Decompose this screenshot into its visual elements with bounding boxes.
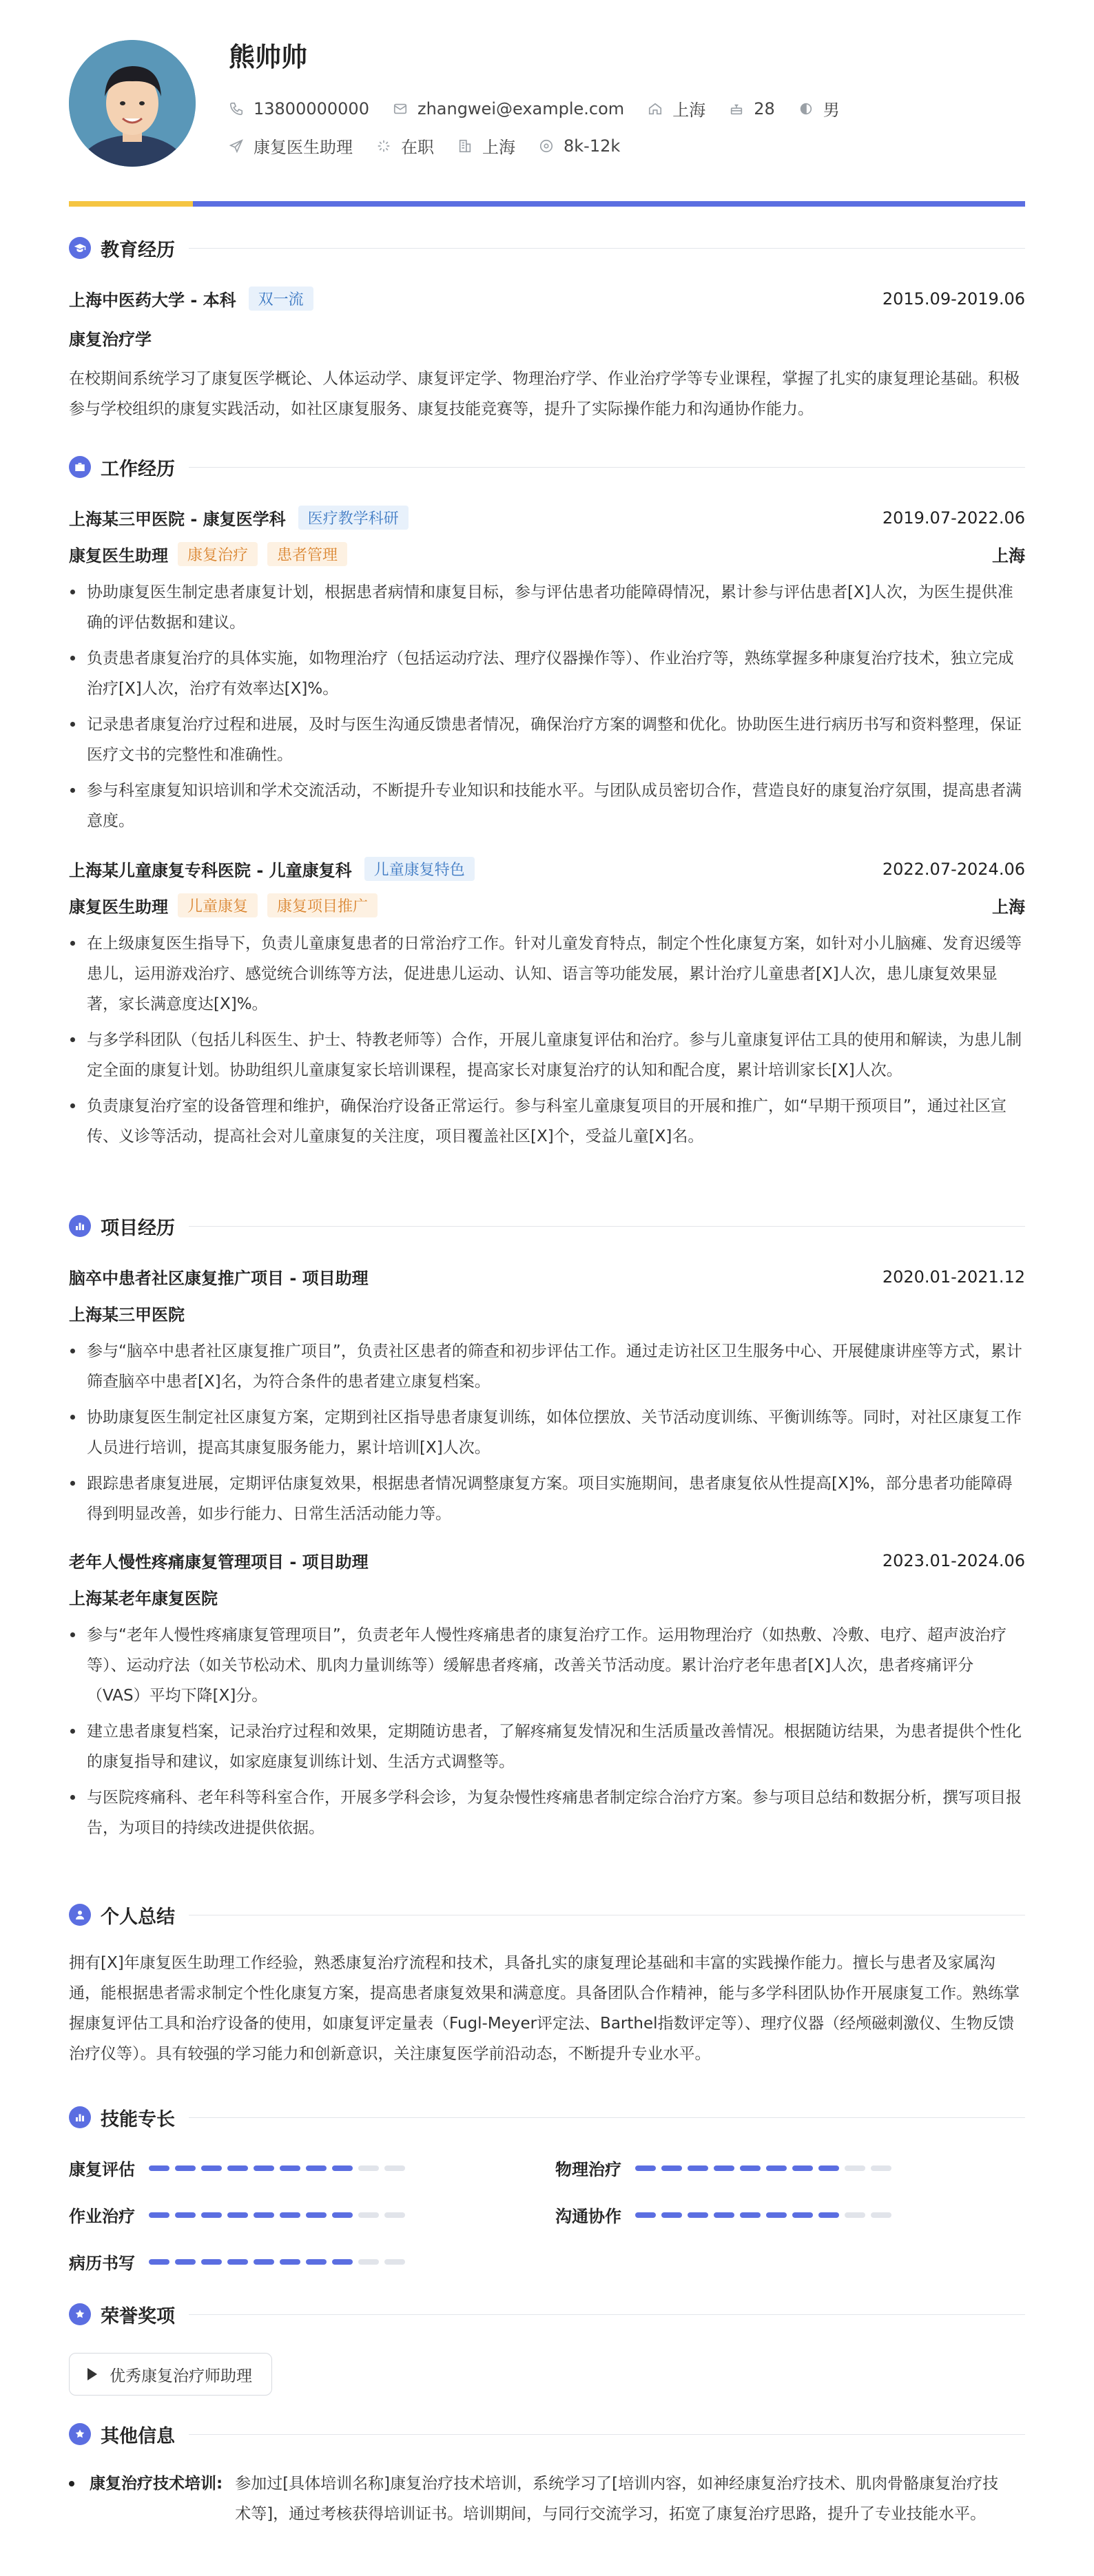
section-rule <box>189 2117 1025 2118</box>
project-name: 老年人慢性疼痛康复管理项目 - 项目助理 <box>69 1552 369 1572</box>
list-item: 与医院疼痛科、老年科等科室合作，开展多学科会诊，为复杂慢性疼痛患者制定综合治疗方案。参与项目总结和数据分析，撰写项目报告，为项目的持续改进提供依据。 <box>87 1783 1025 1843</box>
work-section <box>69 453 1025 1157</box>
status-text: 在职 <box>401 138 434 157</box>
project-date: 2023.01-2024.06 <box>882 1550 1025 1570</box>
project-org: 上海某三甲医院 <box>69 1305 185 1325</box>
skill-segment-filled <box>175 2165 196 2171</box>
award-icon <box>69 2303 91 2325</box>
bar-chart-icon <box>69 1215 91 1237</box>
skill-segment-filled <box>280 2165 300 2171</box>
spinner-icon <box>376 138 391 154</box>
target-city-text: 上海 <box>482 138 515 157</box>
bullet-dot <box>69 2469 90 2529</box>
skill-segment-filled <box>254 2212 274 2218</box>
list-item: 协助康复医生制定患者康复计划，根据患者病情和康复目标，参与评估患者功能障碍情况，累计参与评估患者[X]人次，为医生提供准确的评估数据和建议。 <box>87 577 1025 638</box>
coin-icon <box>539 138 554 154</box>
section-rule <box>189 2314 1025 2315</box>
other-info-item <box>69 2469 1025 2529</box>
skill-level-bar <box>149 2259 411 2265</box>
other-info-text: 参加过[具体培训名称]康复治疗技术培训，系统学习了[培训内容，如神经康复治疗技术、肌肉骨骼康复治疗技术等]，通过考核获得培训证书。培训期间，与同行交流学习，拓宽了康复治疗思路，提升了专业技能水平。 <box>235 2475 999 2523</box>
other-info-label: 康复治疗技术培训: <box>90 2475 223 2493</box>
home-icon <box>648 101 663 116</box>
mail-icon <box>393 101 408 116</box>
project-entry-header <box>69 1548 1025 1572</box>
list-item: 建立患者康复档案，记录治疗过程和效果，定期随访患者，了解疼痛复发情况和生活质量改善情况。根据随访结果，为患者提供个性化的康复指导和建议，如家庭康复训练计划、生活方式调整等。 <box>87 1716 1025 1777</box>
work-entry <box>69 857 1025 1152</box>
major-row <box>69 326 1025 350</box>
honors-header <box>69 2300 1025 2328</box>
work-header <box>69 453 1025 481</box>
gender-item <box>798 96 840 121</box>
avatar <box>69 40 196 167</box>
skill-segment-filled <box>175 2259 196 2265</box>
target-city-item <box>457 134 515 158</box>
projects-title: 项目经历 <box>101 1217 175 1239</box>
list-item: 在上级康复医生指导下，负责儿童康复患者的日常治疗工作。针对儿童发育特点，制定个性化康复方案，如针对小儿脑瘫、发育迟缓等患儿，运用游戏治疗、感觉统合训练等方法，促进患儿运动、认知、语言等功能发展，累计治疗儿童患者[X]人次，患儿康复效果显著，家长满意度达[X]%。 <box>87 928 1025 1019</box>
education-header <box>69 234 1025 262</box>
skill-segment-filled <box>227 2212 248 2218</box>
work-role: 康复医生助理 <box>69 546 168 565</box>
skill-segment-filled <box>227 2165 248 2171</box>
section-rule <box>189 467 1025 468</box>
info-icon <box>69 2423 91 2445</box>
work-bullets <box>69 928 1025 1152</box>
skill-level-bar <box>149 2212 411 2218</box>
school-name-row <box>69 287 313 311</box>
skill-segment-filled <box>766 2165 787 2171</box>
skill-segment-filled <box>661 2165 682 2171</box>
gender-text: 男 <box>823 101 840 120</box>
education-description: 在校期间系统学习了康复医学概论、人体运动学、康复评定学、物理治疗学、作业治疗学等专业课程，掌握了扎实的康复理论基础。积极参与学校组织的康复实践活动，如社区康复服务、康复技能竞赛等，提升了实际操作能力和沟通协作能力。 <box>69 370 1020 418</box>
email-item <box>393 99 624 118</box>
section-rule <box>189 2434 1025 2435</box>
cake-icon <box>729 101 744 116</box>
send-icon <box>229 138 244 154</box>
project-entry <box>69 1265 1025 1529</box>
projects-header <box>69 1212 1025 1240</box>
phone-icon <box>229 101 244 116</box>
skill-segment-empty <box>358 2259 379 2265</box>
section-rule <box>189 1226 1025 1227</box>
skill-segment-filled <box>332 2212 353 2218</box>
play-icon <box>87 2368 97 2380</box>
project-name: 脑卒中患者社区康复推广项目 - 项目助理 <box>69 1269 369 1288</box>
project-org: 上海某老年康复医院 <box>69 1589 218 1608</box>
project-org-row <box>69 1585 1025 1609</box>
work-org-tag: 儿童康复特色 <box>364 857 475 881</box>
skill-segment-filled <box>714 2165 734 2171</box>
skill-segment-filled <box>201 2259 222 2265</box>
school-tag: 双一流 <box>249 287 313 311</box>
work-entry-header <box>69 857 1025 881</box>
target-job-text: 康复医生助理 <box>254 138 353 157</box>
age-item <box>729 99 775 118</box>
phone-item <box>229 99 369 118</box>
work-org: 上海某儿童康复专科医院 - 儿童康复科 <box>69 861 352 880</box>
header-divider <box>69 201 1025 207</box>
skill-segment-empty <box>358 2212 379 2218</box>
work-entry-header <box>69 506 1025 530</box>
skill-segment-filled <box>332 2165 353 2171</box>
email-text: zhangwei@example.com <box>417 98 625 118</box>
list-item: 参与“脑卒中患者社区康复推广项目”，负责社区患者的筛查和初步评估工作。通过走访社区卫生服务中心、开展健康讲座等方式，累计筛查脑卒中患者[X]名，为符合条件的患者建立康复档案。 <box>87 1336 1025 1397</box>
skill-name: 作业治疗 <box>69 2207 135 2226</box>
honors-section <box>69 2300 1025 2383</box>
skill-name: 康复评估 <box>69 2160 135 2179</box>
skill-segment-empty <box>384 2259 405 2265</box>
skill-segment-filled <box>227 2259 248 2265</box>
skill-segment-filled <box>792 2212 813 2218</box>
work-entry <box>69 506 1025 836</box>
list-item: 负责患者康复治疗的具体实施，如物理治疗（包括运动疗法、理疗仪器操作等）、作业治疗等，熟练掌握多种康复治疗技术，独立完成治疗[X]人次，治疗有效率达[X]%。 <box>87 643 1025 704</box>
work-title: 工作经历 <box>101 458 175 480</box>
user-icon <box>69 1904 91 1926</box>
skill-segment-filled <box>280 2259 300 2265</box>
skill-name: 物理治疗 <box>555 2160 621 2179</box>
skill-tag: 康复项目推广 <box>267 893 378 917</box>
work-role-left <box>69 893 378 917</box>
skills-header <box>69 2104 1025 2131</box>
education-date: 2015.09-2019.06 <box>882 289 1025 309</box>
resume-page <box>69 0 1025 2523</box>
school-name: 上海中医药大学 - 本科 <box>69 291 236 310</box>
skill-segment-empty <box>384 2165 405 2171</box>
skill-segment-filled <box>201 2212 222 2218</box>
project-entry <box>69 1548 1025 1843</box>
work-org-row <box>69 506 409 530</box>
skill-item <box>555 2156 897 2180</box>
skill-segment-filled <box>306 2212 327 2218</box>
city-item <box>648 96 705 121</box>
skill-segment-filled <box>332 2259 353 2265</box>
skill-item <box>69 2250 411 2274</box>
work-org-row <box>69 857 475 881</box>
list-item: 参与“老年人慢性疼痛康复管理项目”，负责老年人慢性疼痛患者的康复治疗工作。运用物理治疗（如热敷、冷敷、电疗、超声波治疗等）、运动疗法（如关节松动术、肌肉力量训练等）缓解患者疼痛，改善关节活动度。累计治疗老年患者[X]人次，患者疼痛评分（VAS）平均下降[X]分。 <box>87 1620 1025 1711</box>
skill-segment-filled <box>635 2165 656 2171</box>
work-role-row <box>69 542 1025 566</box>
list-item: 记录患者康复治疗过程和进展，及时与医生沟通反馈患者情况，确保治疗方案的调整和优化。协助医生进行病历书写和资料整理，保证医疗文书的完整性和准确性。 <box>87 709 1025 770</box>
major-name: 康复治疗学 <box>69 330 152 349</box>
skill-segment-filled <box>149 2165 169 2171</box>
list-item: 与多学科团队（包括儿科医生、护士、特教老师等）合作，开展儿童康复评估和治疗。参与儿童康复评估工具的使用和解读，为患儿制定全面的康复计划。协助组织儿童康复家长培训课程，提高家长对康复治疗的认知和配合度，累计培训家长[X]人次。 <box>87 1025 1025 1086</box>
skill-tag: 儿童康复 <box>178 893 258 917</box>
skill-segment-empty <box>384 2212 405 2218</box>
gender-icon <box>798 101 814 116</box>
graduation-cap-icon <box>69 237 91 259</box>
skill-segment-filled <box>688 2212 708 2218</box>
skill-segment-empty <box>845 2165 865 2171</box>
summary-text: 拥有[X]年康复医生助理工作经验，熟悉康复治疗流程和技术，具备扎实的康复理论基础和丰富的实践操作能力。擅长与患者及家属沟通，能根据患者需求制定个性化康复方案，提高患者康复效果和满意度。具备团队合作精神，能与多学科团队协作开展康复工作。熟练掌握康复评估工具和治疗设备的使用，如康复评定量表（Fugl-Meyer评定法、Barthel指数评定等）、理疗仪器（经颅磁刺激仪、生物反馈治疗仪等）。具有较强的学习能力和创新意识，关注康复医学前沿动态，不断提升专业水平。 <box>69 1954 1020 2063</box>
candidate-name: 熊帅帅 <box>229 42 308 72</box>
skill-segment-empty <box>358 2165 379 2171</box>
skill-segment-filled <box>175 2212 196 2218</box>
project-entry-header <box>69 1265 1025 1289</box>
other-title: 其他信息 <box>101 2425 175 2447</box>
projects-section <box>69 1212 1025 1849</box>
skill-segment-filled <box>740 2212 761 2218</box>
summary-header <box>69 1901 1025 1929</box>
skill-segment-filled <box>254 2165 274 2171</box>
age-text: 28 <box>754 98 775 118</box>
skill-level-bar <box>635 2165 897 2171</box>
status-item <box>376 134 434 158</box>
skill-name: 病历书写 <box>69 2254 135 2273</box>
section-rule <box>189 248 1025 249</box>
list-item: 参与科室康复知识培训和学术交流活动，不断提升专业知识和技能水平。与团队成员密切合作，营造良好的康复治疗氛围，提高患者满意度。 <box>87 776 1025 836</box>
skill-name: 沟通协作 <box>555 2207 621 2226</box>
project-bullets <box>69 1620 1025 1843</box>
skill-segment-filled <box>201 2165 222 2171</box>
list-item: 协助康复医生制定社区康复方案，定期到社区指导患者康复训练，如体位摆放、关节活动度训练、平衡训练等。同时，对社区康复工作人员进行培训，提高其康复服务能力，累计培训[X]人次。 <box>87 1402 1025 1463</box>
skill-item <box>69 2203 411 2227</box>
skill-segment-filled <box>792 2165 813 2171</box>
skill-segment-filled <box>306 2165 327 2171</box>
skill-segment-filled <box>714 2212 734 2218</box>
summary-title: 个人总结 <box>101 1906 175 1928</box>
briefcase-icon <box>69 456 91 478</box>
work-org-tag: 医疗教学科研 <box>298 506 409 530</box>
work-role: 康复医生助理 <box>69 897 168 917</box>
honors-title: 荣誉奖项 <box>101 2305 175 2327</box>
phone-text: 13800000000 <box>254 98 369 118</box>
city-text: 上海 <box>672 101 706 120</box>
skill-segment-empty <box>871 2212 891 2218</box>
other-section <box>69 2420 1025 2529</box>
other-header <box>69 2420 1025 2448</box>
skill-segment-filled <box>766 2212 787 2218</box>
job-intent-row <box>229 134 643 158</box>
skill-segment-empty <box>845 2212 865 2218</box>
resume-header <box>69 0 1025 207</box>
skill-level-bar <box>635 2212 897 2218</box>
skill-segment-filled <box>818 2165 839 2171</box>
list-item: 跟踪患者康复进展，定期评估康复效果，根据患者情况调整康复方案。项目实施期间，患者康复依从性提高[X]%，部分患者功能障碍得到明显改善，如步行能力、日常生活活动能力等。 <box>87 1468 1025 1529</box>
project-org-row <box>69 1301 1025 1325</box>
skill-segment-filled <box>740 2165 761 2171</box>
skill-segment-empty <box>871 2165 891 2171</box>
building-icon <box>457 138 473 154</box>
award-name: 优秀康复治疗师助理 <box>110 2367 252 2385</box>
skill-segment-filled <box>688 2165 708 2171</box>
work-city: 上海 <box>992 546 1025 565</box>
work-role-row <box>69 893 1025 917</box>
skill-segment-filled <box>661 2212 682 2218</box>
education-section <box>69 234 1025 424</box>
header-divider-accent <box>69 201 193 207</box>
work-role-left <box>69 542 347 566</box>
skill-segment-filled <box>635 2212 656 2218</box>
work-date: 2022.07-2024.06 <box>882 859 1025 879</box>
skills-section <box>69 2104 1025 2273</box>
skill-item <box>555 2203 897 2227</box>
skill-tag: 患者管理 <box>267 542 347 566</box>
work-bullets <box>69 577 1025 836</box>
project-bullets <box>69 1336 1025 1529</box>
contact-row <box>229 96 863 121</box>
education-title: 教育经历 <box>101 239 175 261</box>
target-job-item <box>229 134 353 158</box>
bar-chart-icon <box>69 2106 91 2128</box>
award-item[interactable] <box>69 2353 272 2396</box>
skills-title: 技能专长 <box>101 2108 175 2130</box>
education-entry <box>69 287 1025 311</box>
skill-segment-filled <box>306 2259 327 2265</box>
skill-level-bar <box>149 2165 411 2171</box>
skill-segment-filled <box>280 2212 300 2218</box>
work-org: 上海某三甲医院 - 康复医学科 <box>69 510 286 529</box>
salary-item <box>539 136 620 156</box>
skill-item <box>69 2156 411 2180</box>
salary-text: 8k-12k <box>564 136 621 156</box>
list-item: 负责康复治疗室的设备管理和维护，确保治疗设备正常运行。参与科室儿童康复项目的开展和推广，如“早期干预项目”，通过社区宣传、义诊等活动，提高社会对儿童康复的关注度，项目覆盖社区[X]个，受益儿童[X]名。 <box>87 1091 1025 1152</box>
skill-segment-filled <box>818 2212 839 2218</box>
skill-segment-filled <box>149 2259 169 2265</box>
project-date: 2020.01-2021.12 <box>882 1267 1025 1287</box>
work-date: 2019.07-2022.06 <box>882 508 1025 528</box>
skill-tag: 康复治疗 <box>178 542 258 566</box>
work-city: 上海 <box>992 897 1025 917</box>
skill-segment-filled <box>149 2212 169 2218</box>
summary-section <box>69 1901 1025 2069</box>
skill-segment-filled <box>254 2259 274 2265</box>
